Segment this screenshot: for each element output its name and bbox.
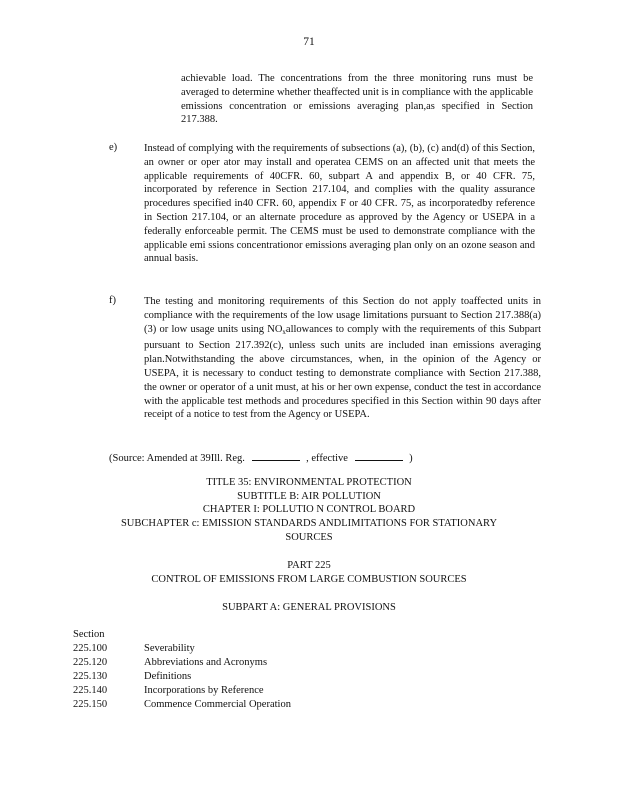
part-title-line: CONTROL OF EMISSIONS FROM LARGE COMBUSTION SOURCES <box>151 573 467 585</box>
title-line: TITLE 35: ENVIRONMENTAL PROTECTION <box>206 477 412 488</box>
source-middle: , effective <box>306 453 348 464</box>
toc-header: Section <box>73 629 105 640</box>
toc-row <box>73 684 291 698</box>
toc-section-number: 225.130 <box>73 671 108 682</box>
toc-section-number: 225.150 <box>73 699 108 710</box>
effective-blank-line <box>355 450 403 461</box>
toc-row <box>73 642 291 656</box>
section-table-of-contents <box>73 628 291 712</box>
title-heading <box>60 476 558 517</box>
subpart-heading <box>60 601 558 615</box>
para-f-subscript: x <box>282 327 286 336</box>
source-suffix: ) <box>409 453 413 464</box>
toc-row <box>73 698 291 712</box>
toc-section-title: Severability <box>144 643 195 654</box>
subchapter-line2: SOURCES <box>285 531 333 543</box>
para-f-text <box>144 295 541 422</box>
para-f <box>144 295 541 422</box>
toc-row <box>73 670 291 684</box>
toc-section-title: Definitions <box>144 671 192 682</box>
subchapter-heading <box>80 517 538 544</box>
part-line: PART 225 <box>287 560 331 571</box>
toc-section-title: Commence Commercial Operation <box>144 699 291 710</box>
source-prefix: (Source: Amended at 39Ill. Reg. <box>109 453 245 464</box>
page-number: 71 <box>303 36 315 48</box>
para-e-text: Instead of complying with the requirements of subsections (a), (b), (c) and(d) of this Section, an owner or oper ator may install and operatea CEMS on an affected unit that meets the applicable requirements of 40CFR. 60, subpart A and appendix B, or 40 CFR. 75, incorporated by reference in Section 217.104, and complies with the quality assurance procedures specified in40 CFR. 60, appendix F or 40 CFR. 75, as incorporatedby reference in Section 217.104, or an alternate procedure as approved by the Agency or USEPA in a federally enforceable permit. The CEMS must be used to demonstrate compliance with the applicable emi ssions concentrationor emissions averaging plan only on an ozone season and annual basis. <box>144 143 535 265</box>
chapter-line: CHAPTER I: POLLUTIO N CONTROL BOARD <box>202 504 416 515</box>
continuation-text: achievable load. The concentrations from the three monitoring runs must be averaged to determine whether theaffected unit is in compliance with the applicable emissions concentration or emissions averaging plan,as specified in Section 217.388. <box>181 73 533 126</box>
toc-section-title: Abbreviations and Acronyms <box>144 657 268 668</box>
toc-section-number: 225.140 <box>73 685 108 696</box>
para-f-label: f) <box>109 295 116 306</box>
toc-section-number: 225.100 <box>73 643 108 654</box>
continuation-paragraph <box>181 72 533 127</box>
toc-row <box>73 656 291 670</box>
reg-blank-line <box>252 450 300 461</box>
subchapter-line1: SUBCHAPTER c: EMISSION STANDARDS ANDLIMITATIONS FOR STATIONARY <box>120 518 498 529</box>
subtitle-line: SUBTITLE B: AIR POLLUTION <box>237 490 381 502</box>
part-heading <box>60 559 558 586</box>
para-f-text-a: The testing and monitoring requirements of this Section do not apply toaffected units in compliance with the requirements of the low usage limitations pursuant to Section 217.388(a)(3) or low usage units using NO <box>144 296 541 335</box>
para-e-label: e) <box>109 142 118 153</box>
toc-section-number: 225.120 <box>73 657 108 668</box>
para-e <box>144 142 535 266</box>
subpart-line: SUBPART A: GENERAL PROVISIONS <box>222 602 396 613</box>
toc-section-title: Incorporations by Reference <box>144 685 264 696</box>
para-f-text-b: allowances to comply with the requirements of this Subpart pursuant to Section 217.392(c), unless such units are included inan emissions averaging plan.Notwithstanding the above circumstances, when, in the opinion of the Agency or USEPA, it is necessary to conduct testing to demonstrate compliance with Section 217.388, the owner or operator of a unit must, at his or her own expense, conduct the test in accordance with the applicable test methods and procedures specified in this Section within 90 days after receipt of a notice to test from the Agency or USEPA. <box>144 323 541 421</box>
toc-list <box>73 642 291 712</box>
source-note <box>109 450 413 464</box>
